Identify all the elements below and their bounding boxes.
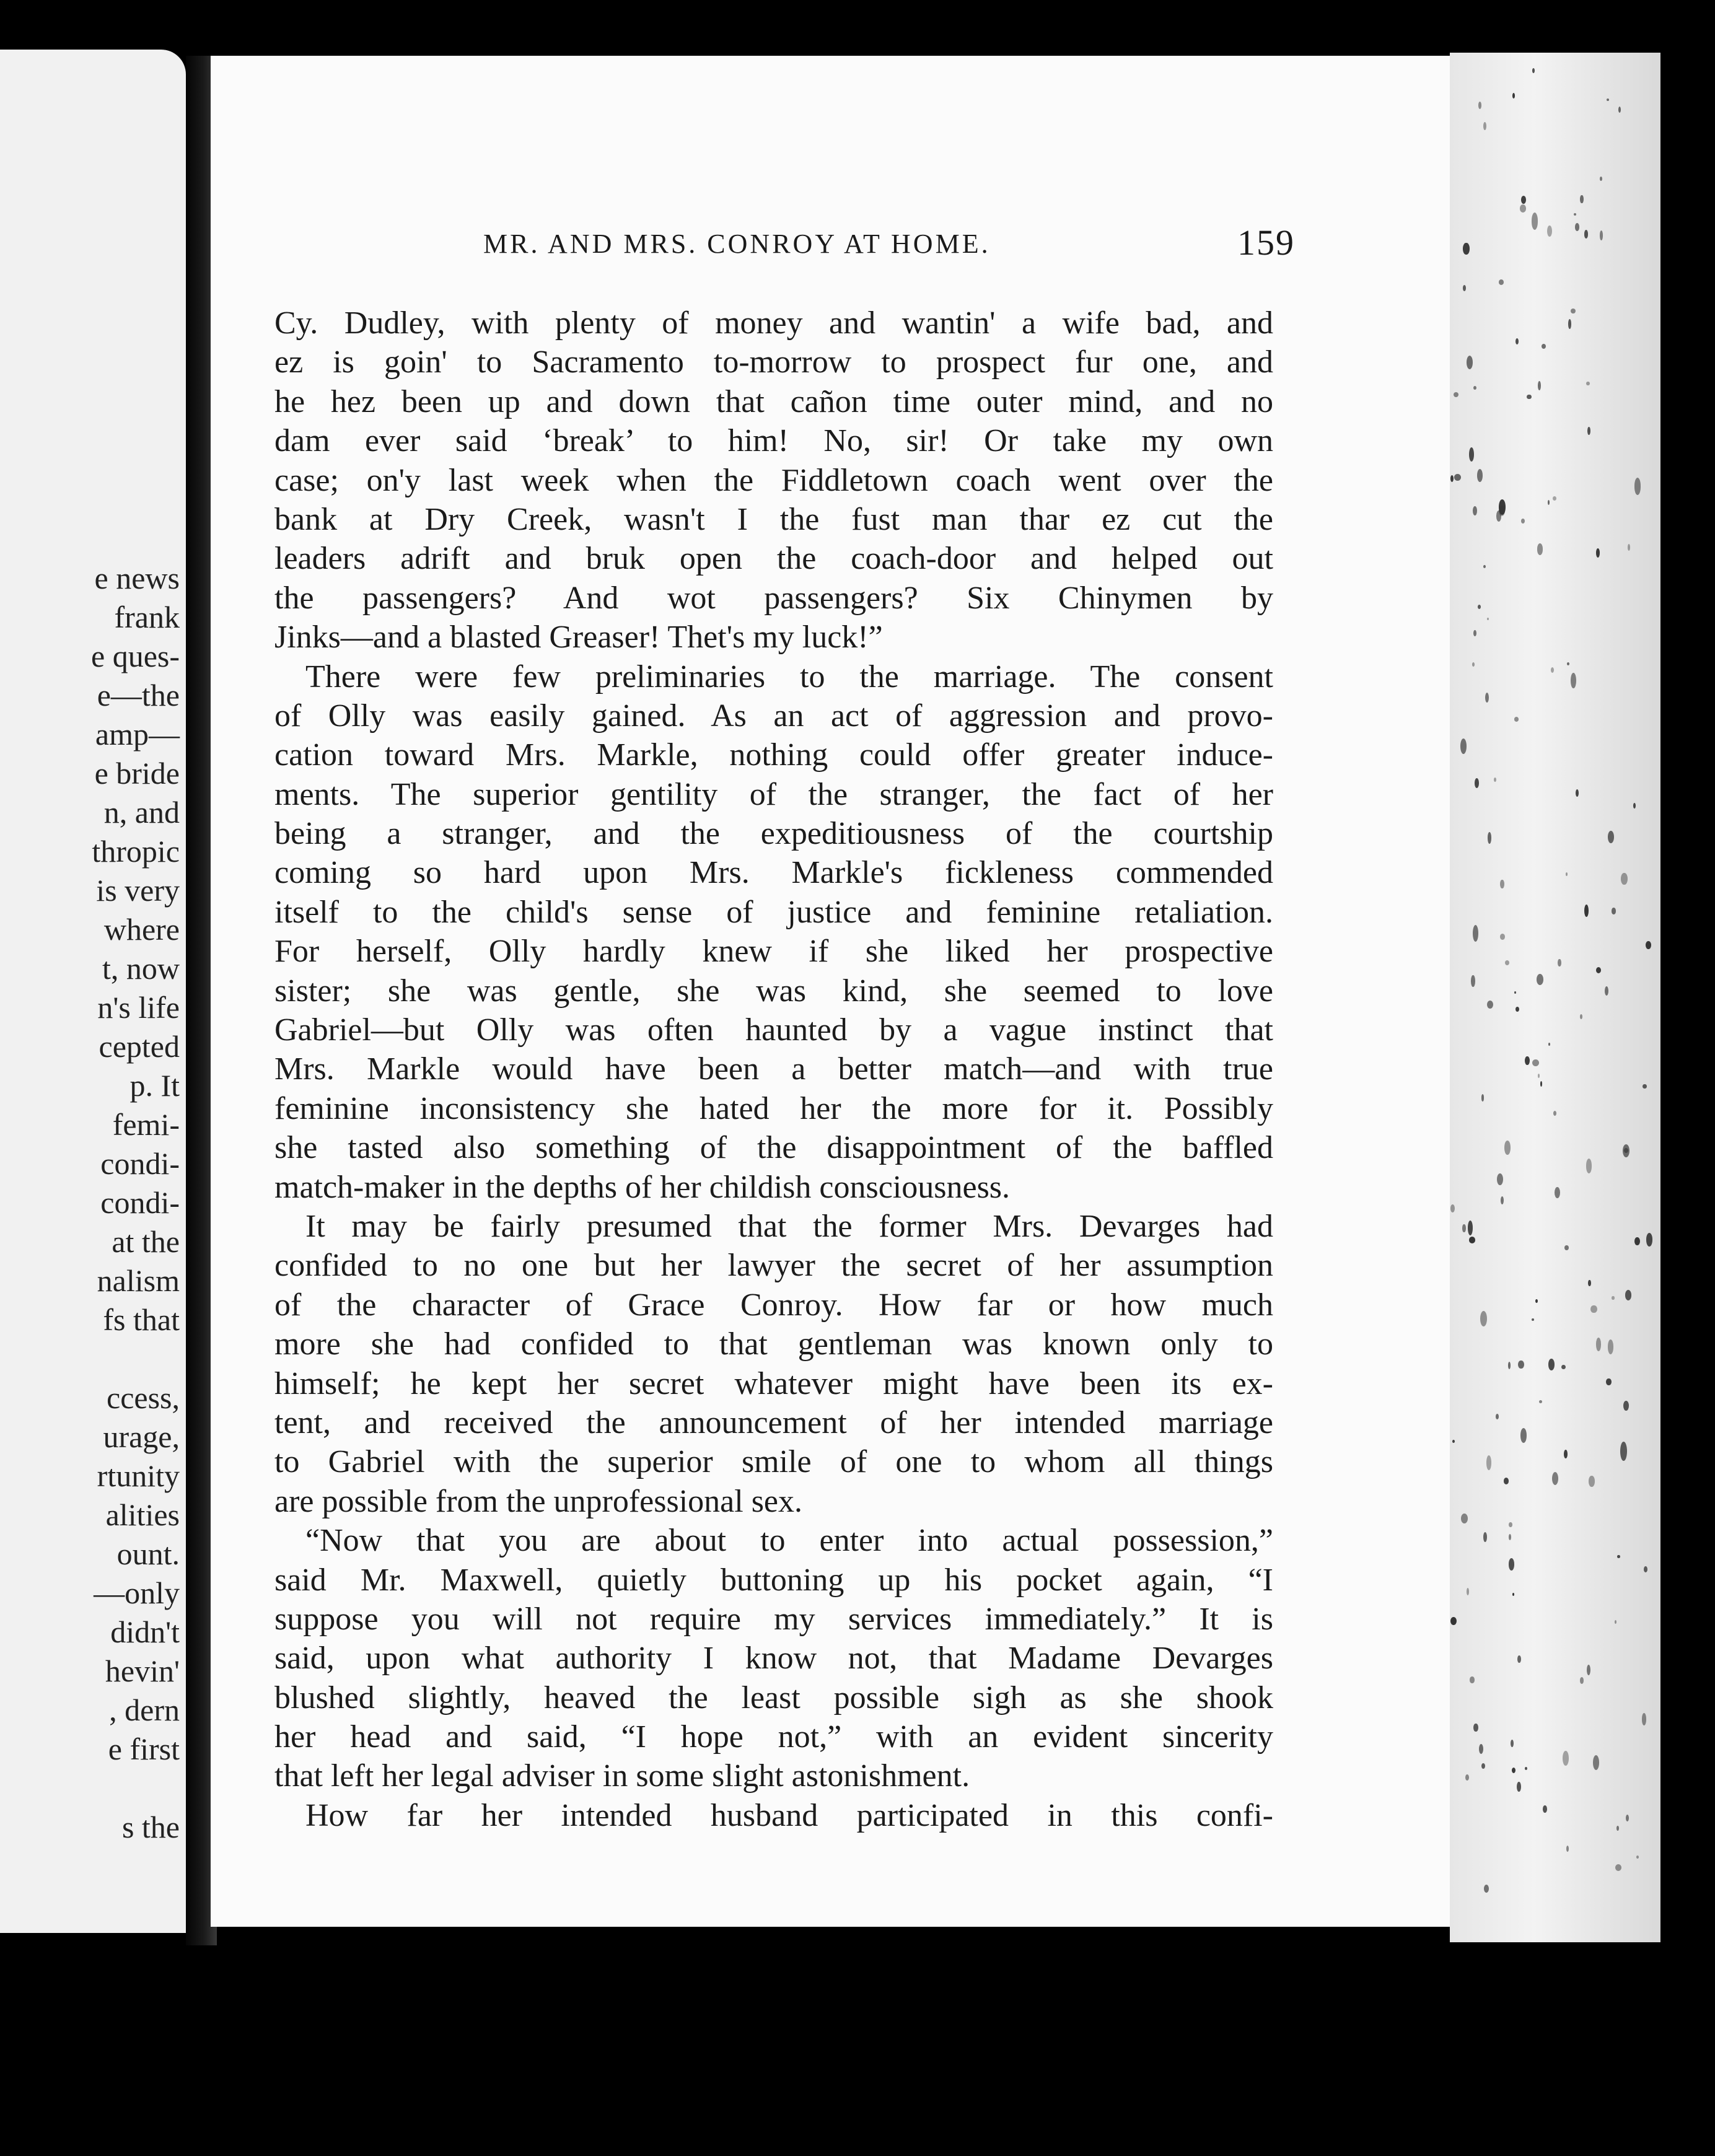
paper-speck [1617, 1555, 1620, 1558]
paper-speck [1628, 544, 1630, 550]
paper-speck [1535, 1299, 1538, 1303]
paper-speck [1600, 177, 1602, 181]
paper-speck [1589, 1476, 1594, 1486]
paper-speck [1596, 1338, 1602, 1351]
text-line: of the character of Grace Conroy. How far or how much [274, 1287, 1273, 1323]
previous-page-line: alities [105, 1497, 180, 1532]
previous-page-line: rtunity [97, 1458, 180, 1493]
text-line: How far her intended husband participated in this confi- [305, 1797, 1273, 1833]
paper-speck [1514, 717, 1519, 722]
previous-page-line: n, and [103, 795, 180, 830]
previous-page-line: condi- [100, 1185, 180, 1220]
paper-speck [1475, 778, 1479, 788]
paper-speck [1608, 831, 1614, 843]
body-text [274, 304, 1273, 1835]
paper-speck [1571, 309, 1576, 313]
paper-speck [1580, 1014, 1582, 1019]
text-line: tent, and received the announcement of her intended marriage [274, 1404, 1273, 1440]
paper-speck [1642, 1713, 1647, 1725]
previous-page-line: t, now [102, 951, 180, 986]
paper-speck [1590, 1305, 1597, 1313]
paper-speck [1543, 1805, 1547, 1813]
paper-speck [1511, 1740, 1514, 1747]
paper-speck [1452, 1440, 1455, 1443]
previous-page-line: n's life [97, 990, 180, 1025]
text-line: being a stranger, and the expeditiousness of the courtship [274, 816, 1273, 852]
text-line: feminine inconsistency she hated her the more for it. Possibly [274, 1090, 1273, 1126]
paper-speck [1478, 102, 1481, 108]
paper-speck [1616, 1826, 1619, 1831]
text-line: said Mr. Maxwell, quietly buttoning up his pocket again, “I [274, 1562, 1273, 1598]
paper-speck [1520, 1428, 1527, 1443]
paper-speck [1553, 1111, 1556, 1116]
paper-speck [1634, 478, 1641, 495]
paper-speck [1580, 1677, 1584, 1684]
text-line: Cy. Dudley, with plenty of money and wantin' a wife bad, and [274, 305, 1273, 341]
paper-speck [1634, 1237, 1640, 1246]
paper-speck [1496, 1414, 1499, 1419]
paper-speck [1566, 872, 1568, 875]
paper-speck [1608, 1339, 1613, 1354]
text-line: to Gabriel with the superior smile of one to whom all things [274, 1444, 1273, 1480]
previous-page-line: e bride [94, 756, 180, 791]
paper-speck [1509, 1558, 1515, 1571]
running-head: MR. AND MRS. CONROY AT HOME. [483, 229, 991, 259]
page-number: 159 [1237, 222, 1295, 263]
previous-page-line: is very [96, 873, 180, 908]
paper-speck [1484, 1885, 1489, 1893]
paper-speck [1584, 230, 1589, 239]
previous-page-line: thropic [92, 834, 180, 869]
paper-speck [1477, 469, 1483, 482]
paper-speck [1538, 381, 1541, 390]
text-line: ments. The superior gentility of the stranger, the fact of her [274, 776, 1273, 812]
paper-speck [1512, 1593, 1514, 1596]
paper-speck [1473, 925, 1478, 942]
text-line: he hez been up and down that cañon time outer mind, and no [274, 383, 1273, 419]
paper-speck [1518, 1361, 1524, 1369]
text-line: cation toward Mrs. Markle, nothing could offer greater induce- [274, 737, 1273, 773]
paper-speck [1580, 195, 1583, 204]
paper-speck [1605, 986, 1608, 996]
text-line: coming so hard upon Mrs. Markle's fickleness commended [274, 855, 1273, 891]
paper-speck [1587, 427, 1590, 434]
paper-speck [1606, 1378, 1611, 1385]
paper-speck [1537, 543, 1543, 554]
text-line: leaders adrift and bruk open the coach-door and helped out [274, 541, 1273, 577]
paper-speck [1527, 395, 1531, 400]
paper-speck [1509, 1522, 1512, 1528]
paper-speck [1539, 1400, 1542, 1403]
previous-page-line: urage, [103, 1419, 180, 1454]
previous-page-line: e—the [97, 678, 180, 712]
text-line: sister; she was gentle, she was kind, she seemed to love [274, 973, 1273, 1009]
text-line: itself to the child's sense of justice and feminine retaliation. [274, 894, 1273, 930]
paper-speck [1496, 511, 1501, 522]
text-line: For herself, Olly hardly knew if she liked her prospective [274, 934, 1273, 970]
paper-speck [1473, 386, 1476, 390]
paper-speck [1623, 1144, 1629, 1157]
paper-speck [1509, 1534, 1511, 1540]
paper-speck [1532, 213, 1538, 230]
paper-speck [1467, 356, 1473, 369]
paper-speck [1478, 605, 1481, 609]
previous-page-line: e first [108, 1732, 180, 1766]
paper-speck [1566, 1846, 1569, 1852]
paper-speck [1469, 1237, 1476, 1243]
text-line: the passengers? And wot passengers? Six Chinymen by [274, 580, 1273, 616]
paper-speck [1512, 1768, 1515, 1773]
paper-speck [1500, 934, 1505, 940]
paper-speck [1520, 204, 1527, 212]
paper-speck [1553, 496, 1556, 501]
text-line: said, upon what authority I know not, that Madame Devarges [274, 1641, 1273, 1676]
paper-speck [1465, 1774, 1469, 1781]
paper-speck [1500, 880, 1504, 888]
paper-speck [1497, 1173, 1503, 1186]
text-line: bank at Dry Creek, wasn't I the fust man thar ez cut the [274, 501, 1273, 537]
paper-speck [1584, 905, 1589, 917]
paper-speck [1623, 1401, 1629, 1411]
paper-speck [1540, 1081, 1542, 1087]
paper-speck [1552, 1472, 1558, 1486]
paper-speck [1473, 630, 1476, 636]
paper-speck [1481, 1094, 1485, 1101]
paper-speck [1517, 1782, 1521, 1792]
paper-speck [1621, 873, 1627, 885]
paper-speck [1568, 319, 1571, 329]
paper-speck [1508, 1362, 1511, 1369]
paper-speck [1532, 1318, 1534, 1321]
previous-page-line: where [103, 912, 180, 947]
previous-page-line: p. It [129, 1068, 180, 1103]
text-line: she tasted also something of the disappointment of the baffled [274, 1130, 1273, 1166]
paper-speck [1574, 213, 1576, 216]
paper-speck [1626, 1815, 1629, 1821]
text-line: It may be fairly presumed that the former Mrs. Devarges had [305, 1208, 1273, 1244]
previous-page-line: fs that [103, 1302, 180, 1337]
text-line: her head and said, “I hope not,” with an evident sincerity [274, 1719, 1273, 1755]
text-line: case; on'y last week when the Fiddletown coach went over the [274, 462, 1273, 498]
previous-page-line [0, 1769, 180, 1808]
text-line: more she had confided to that gentleman was known only to [274, 1326, 1273, 1362]
paper-speck [1521, 196, 1526, 203]
paper-speck [1612, 908, 1615, 914]
paper-speck [1615, 1620, 1616, 1624]
paper-speck [1515, 338, 1519, 344]
paper-speck [1564, 1245, 1568, 1250]
paper-speck [1620, 1442, 1627, 1461]
paper-speck [1612, 1296, 1614, 1299]
paper-speck [1462, 1224, 1465, 1232]
previous-page-line: nalism [97, 1263, 180, 1298]
paper-speck [1618, 107, 1621, 113]
previous-page-line: e ques- [91, 639, 180, 673]
paper-speck [1643, 1084, 1647, 1089]
paper-speck [1646, 941, 1651, 950]
paper-speck [1483, 1532, 1487, 1542]
paper-speck [1517, 1655, 1521, 1663]
paper-speck [1473, 1724, 1478, 1732]
paper-speck [1463, 285, 1466, 291]
paper-speck [1450, 475, 1454, 482]
previous-page-line: femi- [112, 1107, 180, 1142]
paper-speck [1488, 832, 1492, 844]
previous-page-text [0, 559, 180, 1847]
paper-speck [1480, 1311, 1487, 1326]
paper-speck [1501, 1196, 1504, 1204]
paper-speck [1479, 1744, 1483, 1754]
previous-page-line: cepted [99, 1029, 180, 1064]
text-line: himself; he kept her secret whatever might have been its ex- [274, 1365, 1273, 1401]
paper-speck [1625, 1290, 1632, 1300]
paper-speck [1551, 667, 1554, 673]
paper-speck [1567, 662, 1569, 665]
paper-speck [1521, 519, 1525, 524]
previous-page-line: ccess, [107, 1380, 180, 1415]
paper-speck [1494, 778, 1496, 782]
previous-page-line: condi- [100, 1146, 180, 1181]
previous-page-line: frank [114, 600, 180, 634]
previous-page-line: at the [112, 1224, 180, 1259]
paper-speck [1548, 1359, 1555, 1370]
paper-speck [1646, 1233, 1652, 1247]
paper-speck [1460, 738, 1467, 754]
paper-speck [1586, 382, 1590, 386]
paper-speck [1514, 991, 1516, 994]
paper-speck [1576, 789, 1579, 797]
paper-speck [1473, 506, 1477, 515]
paper-speck [1571, 673, 1576, 688]
paper-speck [1499, 279, 1504, 285]
text-line: Jinks—and a blasted Greaser! Thet's my luck!” [274, 620, 883, 655]
paper-speck [1588, 1280, 1590, 1286]
previous-page-line: —only [94, 1575, 180, 1610]
paper-speck [1607, 99, 1609, 101]
text-line: “Now that you are about to enter into actual possession,” [305, 1523, 1273, 1559]
paper-speck [1505, 960, 1509, 965]
paper-speck [1564, 1450, 1568, 1458]
paper-speck [1633, 803, 1636, 809]
text-line: There were few preliminaries to the marriage. The consent [305, 659, 1273, 695]
paper-speck [1596, 967, 1602, 974]
paper-speck [1555, 1187, 1560, 1198]
text-line: match-maker in the depths of her childish consciousness. [274, 1169, 1011, 1205]
paper-speck [1470, 1676, 1474, 1683]
paper-speck [1463, 243, 1469, 255]
paper-speck [1586, 1159, 1592, 1173]
paper-speck [1450, 1204, 1455, 1212]
previous-page-line: s the [121, 1810, 180, 1844]
paper-speck [1472, 662, 1475, 667]
paper-speck [1504, 1141, 1510, 1155]
paper-speck [1454, 392, 1458, 397]
page-edge-strip [1450, 53, 1660, 1942]
previous-page-line: didn't [110, 1615, 180, 1649]
previous-page-line: ount. [116, 1536, 180, 1571]
paper-speck [1471, 975, 1475, 986]
previous-page-line: , dern [109, 1693, 180, 1727]
paper-speck [1481, 1763, 1485, 1769]
text-line: dam ever said ‘break’ to him! No, sir! Or take my own [274, 423, 1273, 459]
text-line: ez is goin' to Sacramento to-morrow to prospect fur one, and [274, 344, 1273, 380]
paper-speck [1548, 500, 1550, 506]
text-line: confided to no one but her lawyer the secret of her assumption [274, 1248, 1273, 1284]
paper-speck [1537, 974, 1543, 985]
paper-speck [1469, 447, 1474, 462]
text-line: are possible from the unprofessional sex. [274, 1483, 803, 1519]
paper-speck [1644, 1566, 1647, 1572]
text-line: Gabriel—but Olly was often haunted by a vague instinct that [274, 1012, 1273, 1048]
paper-speck [1548, 1043, 1550, 1046]
paper-speck [1487, 618, 1489, 620]
paper-speck [1525, 1767, 1527, 1770]
paper-speck [1575, 223, 1580, 231]
paper-speck [1483, 565, 1486, 569]
text-line: Mrs. Markle would have been a better match—and with true [274, 1051, 1273, 1087]
paper-speck [1532, 1059, 1539, 1066]
paper-speck [1532, 68, 1535, 73]
paper-speck [1450, 1617, 1457, 1625]
previous-page-line: e news [94, 561, 180, 595]
paper-speck [1483, 122, 1486, 130]
paper-speck [1636, 1856, 1639, 1859]
paper-speck [1547, 226, 1552, 237]
text-line: suppose you will not require my services immediately.” It is [274, 1601, 1273, 1637]
paper-speck [1512, 93, 1515, 99]
previous-page-line: amp— [95, 717, 180, 752]
paper-speck [1486, 1455, 1491, 1470]
paper-speck [1596, 548, 1600, 558]
paper-speck [1593, 1755, 1599, 1770]
paper-speck [1600, 230, 1603, 240]
paper-speck [1454, 474, 1461, 481]
text-line: that left her legal adviser in some slight astonishment. [274, 1758, 970, 1794]
paper-speck [1542, 344, 1546, 349]
text-line: blushed slightly, heaved the least possible sigh as she shook [274, 1680, 1273, 1716]
paper-speck [1561, 1365, 1566, 1369]
paper-speck [1504, 1478, 1509, 1484]
paper-speck [1558, 959, 1561, 966]
paper-speck [1615, 1864, 1621, 1871]
paper-speck [1461, 1514, 1468, 1524]
previous-page-line: hevin' [105, 1654, 180, 1688]
paper-speck [1467, 1588, 1469, 1595]
paper-speck [1485, 693, 1489, 703]
paper-speck [1587, 1665, 1590, 1675]
paper-speck [1487, 1001, 1493, 1009]
paper-speck [1468, 1220, 1473, 1235]
previous-page-line [0, 1339, 180, 1378]
paper-speck [1515, 1007, 1519, 1012]
paper-speck [1525, 1056, 1530, 1066]
paper-speck [1563, 1751, 1569, 1766]
previous-page-fragment [0, 50, 186, 1933]
text-line: of Olly was easily gained. As an act of aggression and provo- [274, 698, 1273, 734]
paper-speck [1538, 1074, 1540, 1077]
